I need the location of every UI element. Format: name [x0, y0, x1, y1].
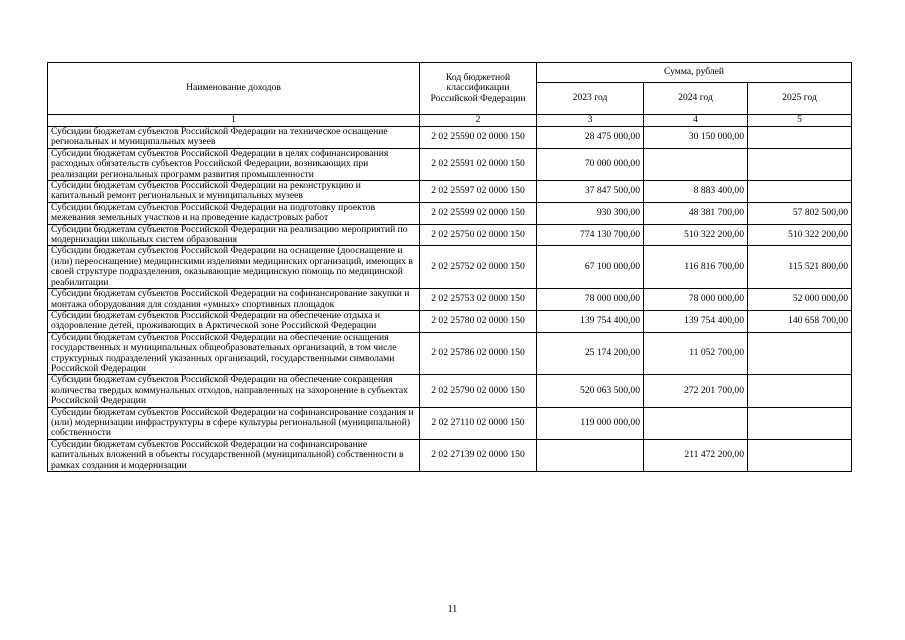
cell-code: 2 02 25750 02 0000 150 [420, 224, 537, 246]
table-row [48, 224, 852, 246]
header-sum: Сумма, рублей [537, 63, 852, 83]
cell-2024 [644, 148, 748, 180]
cell-2025 [748, 332, 852, 375]
cell-2024: 510 322 200,00 [644, 224, 748, 246]
cell-name: Субсидии бюджетам субъектов Российской Федерации на техническое оснащение региональных и муниципальных музеев [48, 127, 420, 149]
cell-2025 [748, 439, 852, 471]
cell-code: 2 02 25599 02 0000 150 [420, 202, 537, 224]
cell-2025 [748, 375, 852, 407]
cell-2025 [748, 181, 852, 203]
revenue-table [47, 62, 852, 472]
cell-code: 2 02 25790 02 0000 150 [420, 375, 537, 407]
table-row [48, 181, 852, 203]
cell-2023: 139 754 400,00 [537, 310, 644, 332]
cell-2023: 520 063 500,00 [537, 375, 644, 407]
table-row [48, 148, 852, 180]
cell-name: Субсидии бюджетам субъектов Российской Федерации в целях софинансирования расходных обязательств субъектов Российской Федерации, возникающих при реализации региональных программ развития промышленности [48, 148, 420, 180]
cell-2023: 67 100 000,00 [537, 246, 644, 289]
column-index: 1 [48, 115, 420, 127]
table-row [48, 332, 852, 375]
cell-2024: 11 052 700,00 [644, 332, 748, 375]
cell-name: Субсидии бюджетам субъектов Российской Федерации на подготовку проектов межевания земельных участков и на проведение кадастровых работ [48, 202, 420, 224]
cell-code: 2 02 25752 02 0000 150 [420, 246, 537, 289]
cell-2023: 930 300,00 [537, 202, 644, 224]
cell-2025: 140 658 700,00 [748, 310, 852, 332]
cell-2023: 119 000 000,00 [537, 407, 644, 439]
cell-2024 [644, 407, 748, 439]
cell-2024: 272 201 700,00 [644, 375, 748, 407]
cell-name: Субсидии бюджетам субъектов Российской Федерации на софинансирование создания и (или) модернизации инфраструктуры в сфере культуры региональной (муниципальной) собственности [48, 407, 420, 439]
cell-code: 2 02 25786 02 0000 150 [420, 332, 537, 375]
cell-2024: 116 816 700,00 [644, 246, 748, 289]
cell-name: Субсидии бюджетам субъектов Российской Федерации на обеспечение отдыха и оздоровление детей, проживающих в Арктической зоне Российской Федерации [48, 310, 420, 332]
cell-2023 [537, 439, 644, 471]
cell-2024: 30 150 000,00 [644, 127, 748, 149]
cell-2023: 37 847 500,00 [537, 181, 644, 203]
cell-code: 2 02 25597 02 0000 150 [420, 181, 537, 203]
cell-2025: 115 521 800,00 [748, 246, 852, 289]
table-row [48, 375, 852, 407]
cell-2024: 211 472 200,00 [644, 439, 748, 471]
cell-2025: 510 322 200,00 [748, 224, 852, 246]
column-index: 2 [420, 115, 537, 127]
table-row [48, 439, 852, 471]
table-row [48, 310, 852, 332]
header-name: Наименование доходов [48, 63, 420, 115]
table-row [48, 289, 852, 311]
cell-2025 [748, 407, 852, 439]
header-year-2025: 2025 год [748, 83, 852, 115]
header-year-2024: 2024 год [644, 83, 748, 115]
cell-2023: 25 174 200,00 [537, 332, 644, 375]
cell-2025 [748, 127, 852, 149]
cell-2023: 28 475 000,00 [537, 127, 644, 149]
cell-2024: 8 883 400,00 [644, 181, 748, 203]
cell-2025: 52 000 000,00 [748, 289, 852, 311]
cell-name: Субсидии бюджетам субъектов Российской Федерации на оснащение (дооснащение и (или) переоснащение) медицинскими изделиями медицинских организаций, имеющих в своей структуре подразделения, оказывающие медицинскую помощь по медицинской реабилитации [48, 246, 420, 289]
header-code: Код бюджетной классификации Российской Федерации [420, 63, 537, 115]
cell-name: Субсидии бюджетам субъектов Российской Федерации на реализацию мероприятий по модернизации школьных систем образования [48, 224, 420, 246]
header-year-2023: 2023 год [537, 83, 644, 115]
cell-code: 2 02 25780 02 0000 150 [420, 310, 537, 332]
column-index: 5 [748, 115, 852, 127]
table-row [48, 407, 852, 439]
cell-code: 2 02 27139 02 0000 150 [420, 439, 537, 471]
cell-2023: 774 130 700,00 [537, 224, 644, 246]
table-row [48, 246, 852, 289]
cell-code: 2 02 27110 02 0000 150 [420, 407, 537, 439]
cell-name: Субсидии бюджетам субъектов Российской Федерации на обеспечение оснащения государственных и муниципальных общеобразовательных организаций, в том числе структурных подразделений указанных организаций, государственными символами Российской Федерации [48, 332, 420, 375]
cell-name: Субсидии бюджетам субъектов Российской Федерации на софинансирование капитальных вложений в объекты государственной (муниципальной) собственности в рамках создания и модернизации [48, 439, 420, 471]
cell-2024: 48 381 700,00 [644, 202, 748, 224]
cell-name: Субсидии бюджетам субъектов Российской Федерации на софинансирование закупки и монтажа оборудования для создания «умных» спортивных площадок [48, 289, 420, 311]
cell-code: 2 02 25753 02 0000 150 [420, 289, 537, 311]
cell-name: Субсидии бюджетам субъектов Российской Федерации на обеспечение сокращения количества твердых коммунальных отходов, направленных на захоронение в субъектах Российской Федерации [48, 375, 420, 407]
cell-2023: 70 000 000,00 [537, 148, 644, 180]
cell-2024: 139 754 400,00 [644, 310, 748, 332]
table-row [48, 127, 852, 149]
page-number: 11 [447, 604, 458, 615]
column-index-row [48, 115, 852, 127]
cell-code: 2 02 25590 02 0000 150 [420, 127, 537, 149]
column-index: 4 [644, 115, 748, 127]
column-index: 3 [537, 115, 644, 127]
cell-2023: 78 000 000,00 [537, 289, 644, 311]
cell-2025 [748, 148, 852, 180]
cell-2024: 78 000 000,00 [644, 289, 748, 311]
table-row [48, 202, 852, 224]
cell-name: Субсидии бюджетам субъектов Российской Федерации на реконструкцию и капитальный ремонт региональных и муниципальных музеев [48, 181, 420, 203]
cell-code: 2 02 25591 02 0000 150 [420, 148, 537, 180]
table-header [48, 63, 852, 127]
cell-2025: 57 802 500,00 [748, 202, 852, 224]
table-body [48, 127, 852, 472]
